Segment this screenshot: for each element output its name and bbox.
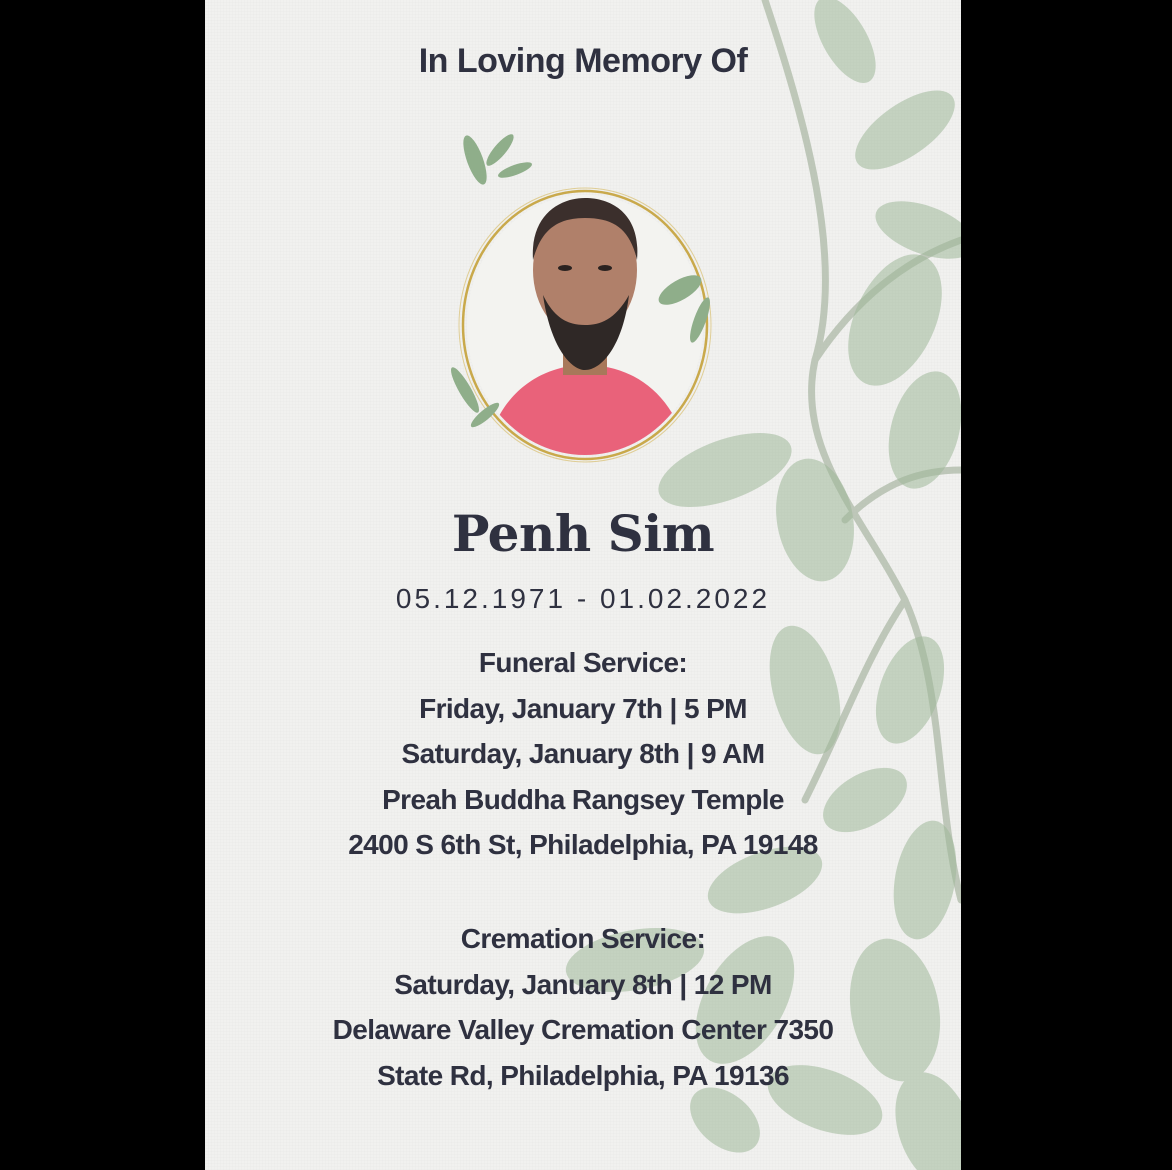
cremation-service-line: Delaware Valley Cremation Center 7350 (332, 1014, 834, 1045)
cremation-service-line: State Rd, Philadelphia, PA 19136 (377, 1059, 789, 1091)
funeral-service-block (205, 640, 961, 868)
funeral-service-title: Funeral Service: (478, 647, 688, 678)
funeral-service-line: 2400 S 6th St, Philadelphia, PA 19148 (348, 829, 818, 860)
funeral-service-line: Friday, January 7th | 5 PM (419, 692, 747, 724)
life-dates: 05.12.1971 - 01.02.2022 (395, 583, 771, 614)
cremation-service-title: Cremation Service: (460, 923, 706, 954)
portrait-frame (445, 120, 725, 470)
portrait-photo-icon (445, 120, 725, 470)
heading-in-loving-memory: In Loving Memory Of (418, 42, 748, 80)
deceased-name: Penh Sim (451, 504, 715, 563)
funeral-service-line: Saturday, January 8th | 9 AM (401, 738, 765, 769)
cremation-service-line: Saturday, January 8th | 12 PM (394, 968, 772, 1000)
cremation-service-block (205, 916, 961, 1098)
memorial-card (205, 0, 961, 1170)
funeral-service-line: Preah Buddha Rangsey Temple (382, 783, 784, 815)
